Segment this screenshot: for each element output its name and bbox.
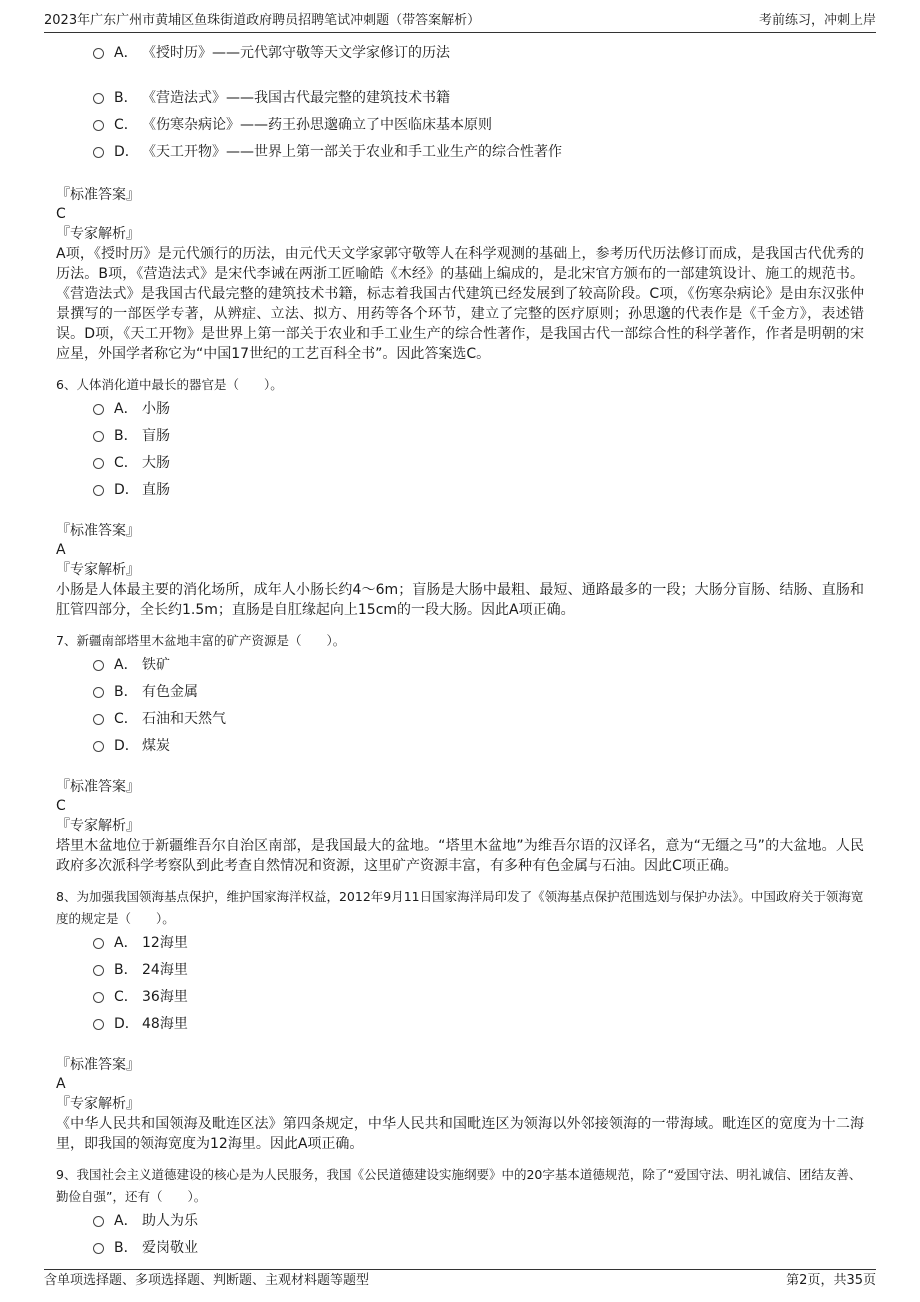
analysis-label: 『专家解析』 — [56, 1096, 140, 1112]
question-6 — [56, 374, 864, 620]
radio-button[interactable] — [93, 404, 104, 415]
question-text: 6、人体消化道中最长的器官是（ ）。 — [56, 377, 283, 392]
footer-note: 含单项选择题、多项选择题、判断题、主观材料题等题型 — [44, 1273, 370, 1288]
option-text: 直肠 — [142, 482, 170, 498]
option-d[interactable] — [56, 733, 864, 760]
radio-button[interactable] — [93, 458, 104, 469]
question-5 — [56, 40, 864, 364]
option-letter: C． — [114, 711, 138, 727]
option-a[interactable] — [56, 40, 864, 67]
option-d[interactable] — [56, 139, 864, 166]
document-title: 2023年广东广州市黄埔区鱼珠街道政府聘员招聘笔试冲刺题（带答案解析） — [44, 13, 481, 28]
radio-button[interactable] — [93, 1019, 104, 1030]
option-text: 助人为乐 — [142, 1213, 198, 1229]
option-letter: C． — [114, 989, 138, 1005]
radio-button[interactable] — [93, 48, 104, 59]
page-number: 第2页，共35页 — [786, 1273, 876, 1288]
radio-button[interactable] — [93, 660, 104, 671]
option-b[interactable] — [56, 85, 864, 112]
radio-button[interactable] — [93, 93, 104, 104]
option-letter: A． — [114, 45, 138, 61]
option-letter: D． — [114, 738, 139, 754]
question-7 — [56, 630, 864, 876]
option-letter: C． — [114, 117, 138, 133]
option-text: 《天工开物》——世界上第一部关于农业和手工业生产的综合性著作 — [142, 144, 562, 160]
option-text: 24海里 — [142, 962, 188, 978]
analysis-text: 塔里木盆地位于新疆维吾尔自治区南部，是我国最大的盆地。“塔里木盆地”为维吾尔语的汉译名，意为“无缰之马”的大盆地。人民政府多次派科学考察队到此考查自然情况和资源，这里矿产资源丰富，有多种有色金属与石油。因此C项正确。 — [56, 838, 864, 874]
analysis-label: 『专家解析』 — [56, 818, 140, 834]
answer-value: C — [56, 798, 66, 814]
option-a[interactable] — [56, 1208, 864, 1235]
question-text: 9、我国社会主义道德建设的核心是为人民服务，我国《公民道德建设实施纲要》中的20字基本道德规范，除了“爱国守法、明礼诚信、团结友善、勤俭自强”，还有（ ）。 — [56, 1167, 862, 1204]
option-c[interactable] — [56, 450, 864, 477]
analysis-label: 『专家解析』 — [56, 226, 140, 242]
option-letter: B． — [114, 962, 138, 978]
option-c[interactable] — [56, 706, 864, 733]
answer-label: 『标准答案』 — [56, 523, 140, 539]
header-slogan: 考前练习，冲刺上岸 — [758, 13, 876, 28]
analysis-text: 小肠是人体最主要的消化场所，成年人小肠长约4～6m；盲肠是大肠中最粗、最短、通路最多的一段；大肠分盲肠、结肠、直肠和肛管四部分，全长约1.5m；直肠是自肛缘起向上15cm的一段大肠。因此A项正确。 — [56, 582, 864, 618]
option-a[interactable] — [56, 396, 864, 423]
option-letter: B． — [114, 428, 138, 444]
main-content — [56, 40, 864, 1262]
answer-label: 『标准答案』 — [56, 1057, 140, 1073]
option-b[interactable] — [56, 679, 864, 706]
option-letter: A． — [114, 657, 138, 673]
page-header — [44, 10, 876, 33]
radio-button[interactable] — [93, 938, 104, 949]
option-letter: C． — [114, 455, 138, 471]
option-c[interactable] — [56, 984, 864, 1011]
radio-button[interactable] — [93, 741, 104, 752]
option-text: 《授时历》——元代郭守敬等天文学家修订的历法 — [142, 45, 450, 61]
option-text: 爱岗敬业 — [142, 1240, 198, 1256]
option-letter: D． — [114, 482, 139, 498]
radio-button[interactable] — [93, 687, 104, 698]
radio-button[interactable] — [93, 485, 104, 496]
analysis-text: 《中华人民共和国领海及毗连区法》第四条规定，中华人民共和国毗连区为领海以外邻接领海的一带海域。毗连区的宽度为十二海里，即我国的领海宽度为12海里。因此A项正确。 — [56, 1116, 864, 1152]
option-text: 小肠 — [142, 401, 170, 417]
option-a[interactable] — [56, 652, 864, 679]
option-text: 《营造法式》——我国古代最完整的建筑技术书籍 — [142, 90, 450, 106]
option-text: 12海里 — [142, 935, 188, 951]
option-letter: B． — [114, 1240, 138, 1256]
option-c[interactable] — [56, 112, 864, 139]
option-text: 有色金属 — [142, 684, 198, 700]
option-text: 石油和天然气 — [142, 711, 226, 727]
option-a[interactable] — [56, 930, 864, 957]
option-letter: B． — [114, 90, 138, 106]
radio-button[interactable] — [93, 992, 104, 1003]
radio-button[interactable] — [93, 147, 104, 158]
option-letter: A． — [114, 1213, 138, 1229]
option-letter: A． — [114, 401, 138, 417]
option-text: 盲肠 — [142, 428, 170, 444]
radio-button[interactable] — [93, 120, 104, 131]
option-text: 铁矿 — [142, 657, 170, 673]
option-text: 48海里 — [142, 1016, 188, 1032]
option-b[interactable] — [56, 957, 864, 984]
option-b[interactable] — [56, 423, 864, 450]
question-8 — [56, 886, 864, 1154]
option-letter: A． — [114, 935, 138, 951]
analysis-label: 『专家解析』 — [56, 562, 140, 578]
option-text: 煤炭 — [142, 738, 170, 754]
option-text: 大肠 — [142, 455, 170, 471]
question-text: 7、新疆南部塔里木盆地丰富的矿产资源是（ ）。 — [56, 633, 346, 648]
option-text: 36海里 — [142, 989, 188, 1005]
page-footer — [44, 1269, 876, 1294]
answer-value: A — [56, 542, 66, 558]
answer-label: 『标准答案』 — [56, 187, 140, 203]
radio-button[interactable] — [93, 1243, 104, 1254]
analysis-text: A项，《授时历》是元代颁行的历法，由元代天文学家郭守敬等人在科学观测的基础上，参考历代历法修订而成，是我国古代优秀的历法。B项，《营造法式》是宋代李诫在两浙工匠喻皓《木经》的基础上编成的，是北宋官方颁布的一部建筑设计、施工的规范书。《营造法式》是我国古代最完整的建筑技术书籍，标志着我国古代建筑已经发展到了较高阶段。C项，《伤寒杂病论》是由东汉张仲景撰写的一部医学专著，从辨症、立法、拟方、用药等各个环节，建立了完整的医疗原则；孙思邈的代表作是《千金方》，表述错误。D项，《天工开物》是世界上第一部关于农业和手工业生产的综合性著作，是我国古代一部综合性的科学著作，作者是明朝的宋应星，外国学者称它为“中国17世纪的工艺百科全书”。因此答案选C。 — [56, 246, 864, 362]
option-b[interactable] — [56, 1235, 864, 1262]
question-9 — [56, 1164, 864, 1262]
option-d[interactable] — [56, 1011, 864, 1038]
option-letter: D． — [114, 1016, 139, 1032]
radio-button[interactable] — [93, 1216, 104, 1227]
radio-button[interactable] — [93, 965, 104, 976]
answer-label: 『标准答案』 — [56, 779, 140, 795]
option-letter: B． — [114, 684, 138, 700]
option-letter: D． — [114, 144, 139, 160]
answer-value: A — [56, 1076, 66, 1092]
answer-value: C — [56, 206, 66, 222]
question-text: 8、为加强我国领海基点保护，维护国家海洋权益，2012年9月11日国家海洋局印发了《领海基点保护范围选划与保护办法》。中国政府关于领海宽度的规定是（ ）。 — [56, 889, 864, 926]
radio-button[interactable] — [93, 714, 104, 725]
option-d[interactable] — [56, 477, 864, 504]
option-text: 《伤寒杂病论》——药王孙思邈确立了中医临床基本原则 — [142, 117, 492, 133]
radio-button[interactable] — [93, 431, 104, 442]
